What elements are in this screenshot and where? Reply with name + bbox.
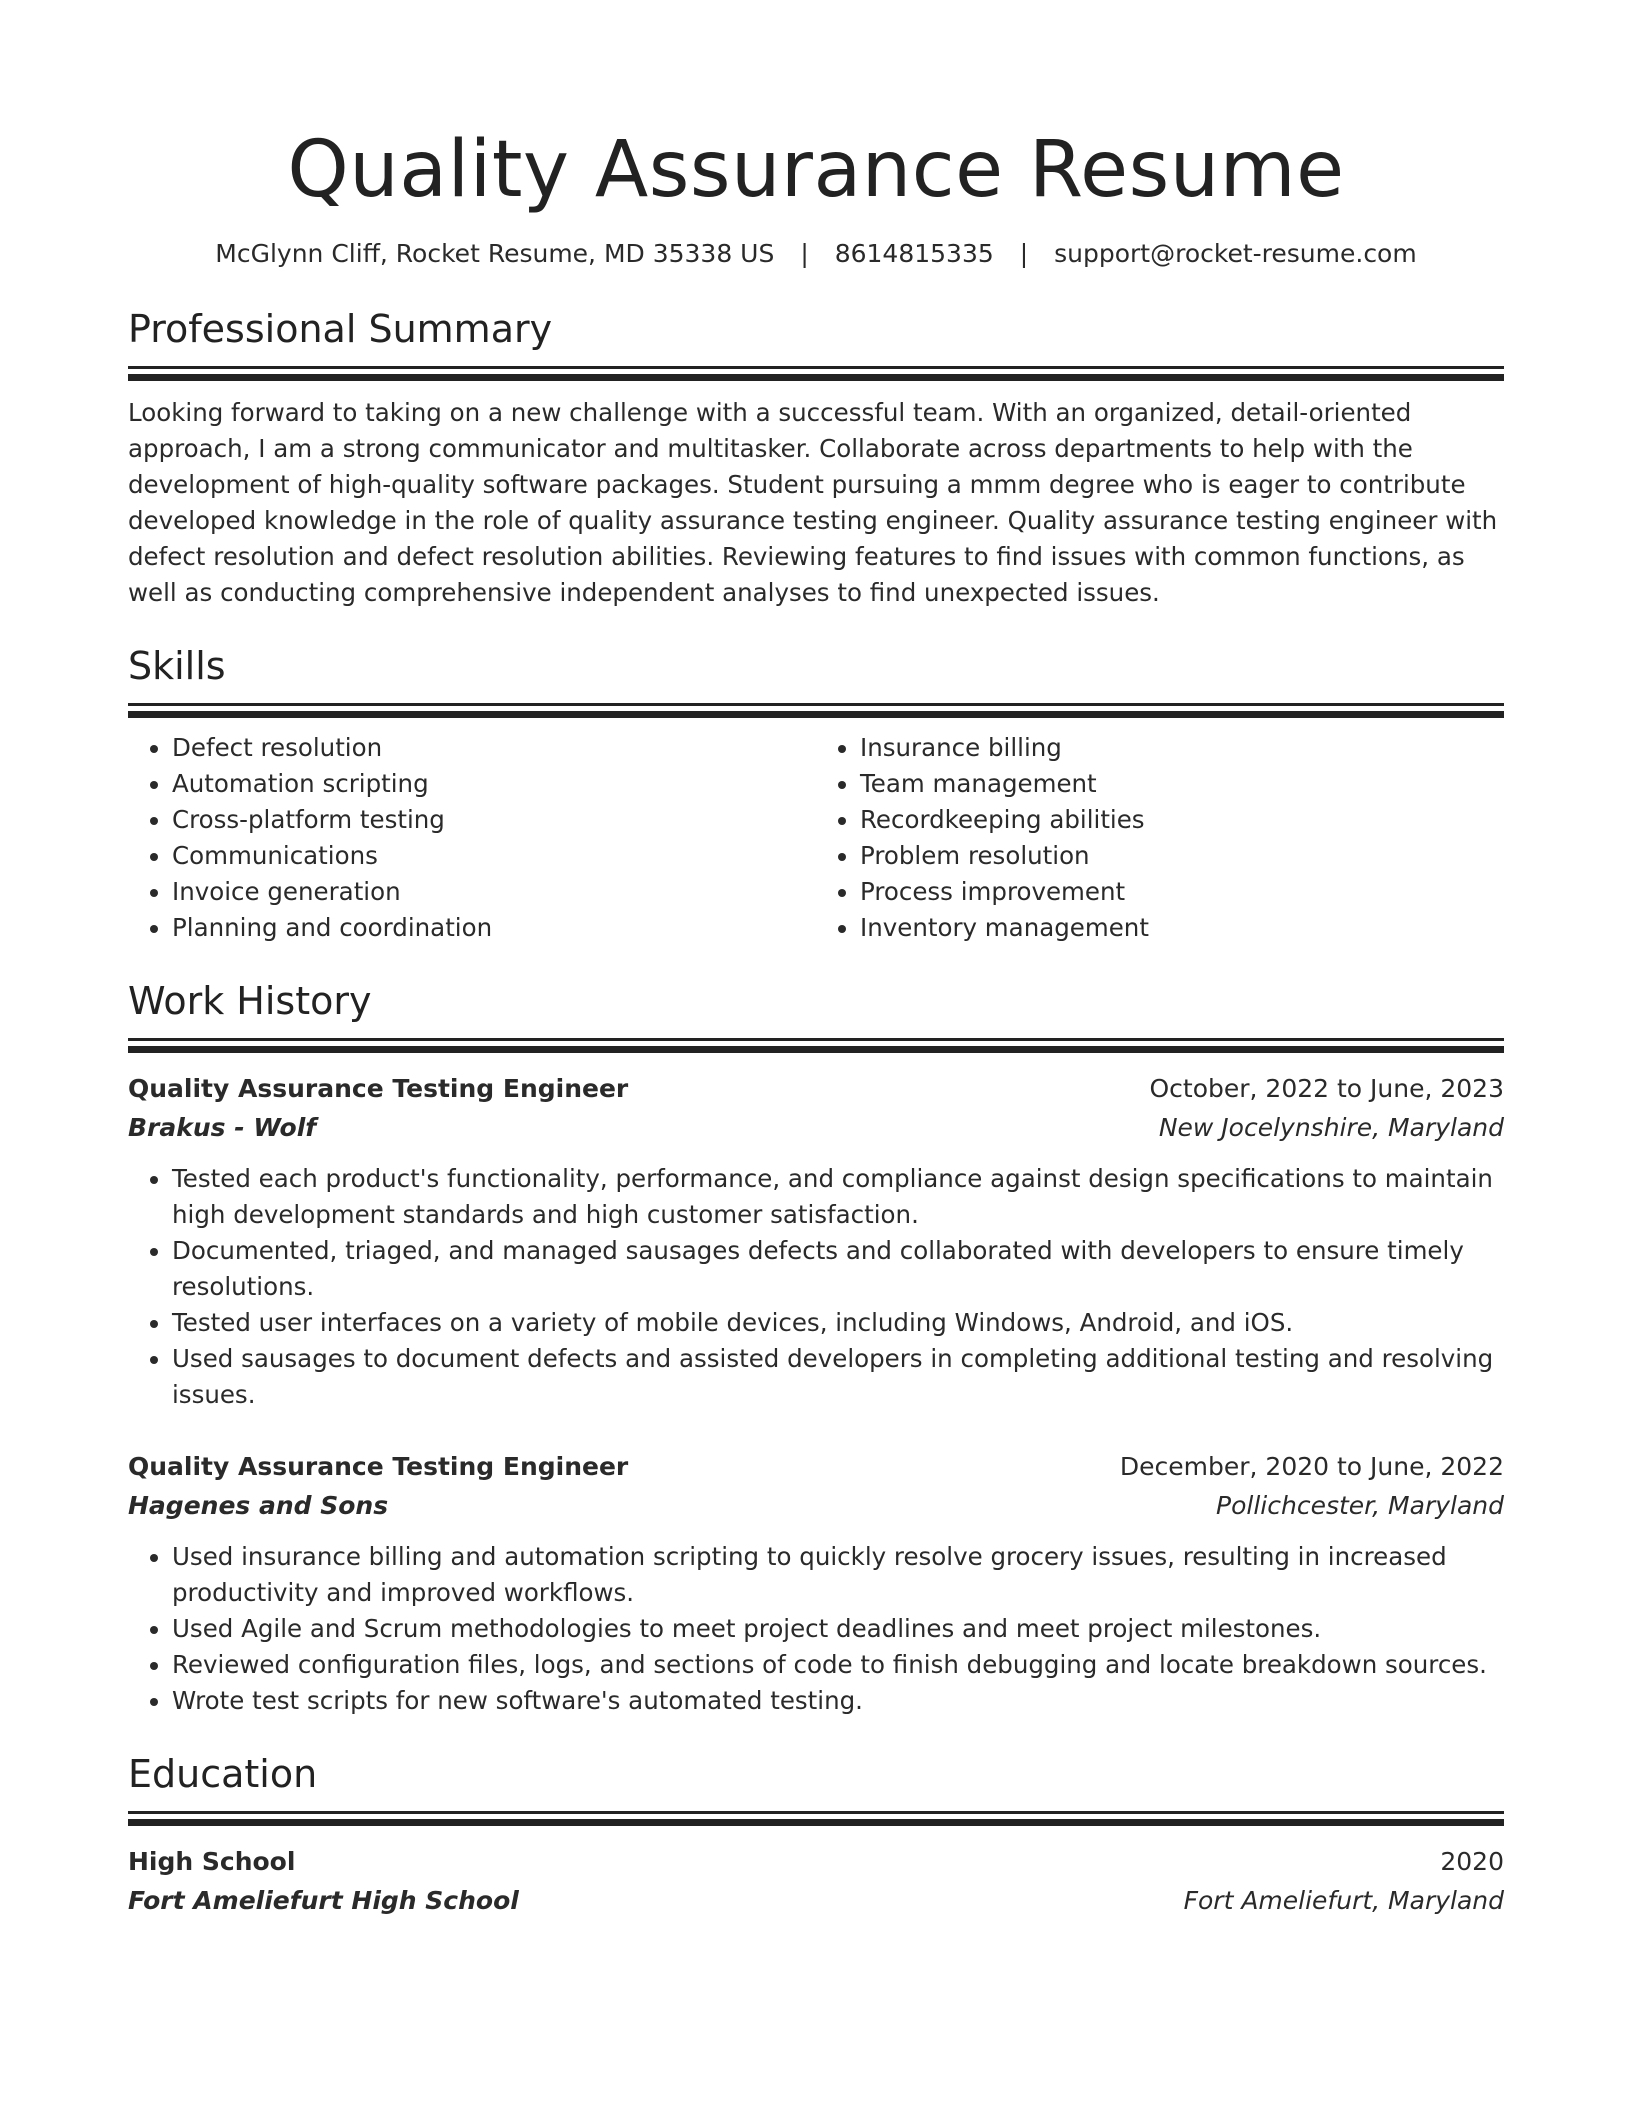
job-bullet: • Wrote test scripts for new software's automated testing. [172,1683,1504,1719]
skills-section [128,641,1504,946]
resume-title: Quality Assurance Resume [287,125,1345,215]
summary-section [128,304,1504,611]
contact-separator: | [800,239,809,268]
skill-item: • Cross-platform testing [172,802,816,838]
skill-item: • Invoice generation [172,874,816,910]
summary-text: Looking forward to taking on a new challenge with a successful team. With an organized, detail-oriented approach, I am a strong communicator and multitasker. Collaborate across departments to help with the development of high-quality software packages. Student pursuing a mmm degree who is eager to contribute developed knowledge in the role of quality assurance testing engineer. Quality assurance testing engineer with defect resolution and defect resolution abilities. Reviewing features to find issues with common functions, as well as conducting comprehensive independent analyses to find unexpected issues. [128,398,1498,607]
skill-item: • Insurance billing [860,730,1504,766]
job-bullet: • Documented, triaged, and managed sausages defects and collaborated with developers to ensure timely resolutions. [172,1233,1504,1305]
job-bullet: • Used Agile and Scrum methodologies to meet project deadlines and meet project milestones. [172,1611,1504,1647]
education-school-row [128,1882,1504,1920]
section-divider [128,703,1504,706]
skills-column-right [816,730,1504,946]
job-company-row [128,1109,1504,1147]
job-entry [128,1447,1504,1719]
education-heading: Education [128,1752,318,1796]
education-header-row [128,1842,1504,1882]
section-divider [128,374,1504,381]
skills-heading: Skills [128,644,226,688]
job-dates: October, 2022 to June, 2023 [1149,1074,1504,1103]
skill-item: • Communications [172,838,816,874]
contact-address: McGlynn Cliff, Rocket Resume, MD 35338 US [215,239,775,268]
job-header-row [128,1447,1504,1487]
skills-list [128,730,1504,946]
job-bullet: • Tested each product's functionality, performance, and compliance against design specifications to maintain high development standards and high customer satisfaction. [172,1161,1504,1233]
education-location: Fort Ameliefurt, Maryland [1183,1886,1504,1915]
skill-item: • Process improvement [860,874,1504,910]
education-entry [128,1842,1504,1920]
summary-heading: Professional Summary [128,307,553,351]
section-divider [128,1038,1504,1041]
job-bullets [128,1539,1504,1719]
section-divider [128,1046,1504,1053]
skills-column-left [128,730,816,946]
section-divider [128,1811,1504,1814]
section-divider [128,711,1504,718]
job-company: Hagenes and Sons [128,1491,389,1520]
job-bullet: • Reviewed configuration files, logs, and sections of code to finish debugging and locate breakdown sources. [172,1647,1504,1683]
section-divider [128,1819,1504,1826]
contact-separator: | [1019,239,1029,268]
job-company-row [128,1487,1504,1525]
contact-line [128,238,1504,270]
job-bullets [128,1161,1504,1413]
skill-item: • Problem resolution [860,838,1504,874]
contact-phone: 8614815335 [834,239,994,268]
job-location: New Jocelynshire, Maryland [1158,1113,1504,1142]
job-location: Pollichcester, Maryland [1216,1491,1504,1520]
skill-item: • Inventory management [860,910,1504,946]
education-degree: High School [128,1847,296,1876]
skill-item: • Planning and coordination [172,910,816,946]
education-section [128,1749,1504,1920]
job-company: Brakus - Wolf [128,1113,317,1142]
job-bullet: • Tested user interfaces on a variety of mobile devices, including Windows, Android, and iOS. [172,1305,1504,1341]
job-bullet: • Used insurance billing and automation scripting to quickly resolve grocery issues, resulting in increased productivity and improved workflows. [172,1539,1504,1611]
contact-email: support@rocket-resume.com [1054,239,1417,268]
skill-item: • Defect resolution [172,730,816,766]
job-header-row [128,1069,1504,1109]
job-bullet: • Used sausages to document defects and assisted developers in completing additional testing and resolving issues. [172,1341,1504,1413]
skill-item: • Automation scripting [172,766,816,802]
education-year: 2020 [1440,1847,1504,1876]
job-title: Quality Assurance Testing Engineer [128,1074,629,1103]
section-divider [128,366,1504,369]
job-title: Quality Assurance Testing Engineer [128,1452,629,1481]
skill-item: • Team management [860,766,1504,802]
skill-item: • Recordkeeping abilities [860,802,1504,838]
work-history-heading: Work History [128,979,372,1023]
job-entry [128,1069,1504,1413]
job-dates: December, 2020 to June, 2022 [1119,1452,1504,1481]
education-school: Fort Ameliefurt High School [128,1886,519,1915]
work-history-section [128,976,1504,1719]
